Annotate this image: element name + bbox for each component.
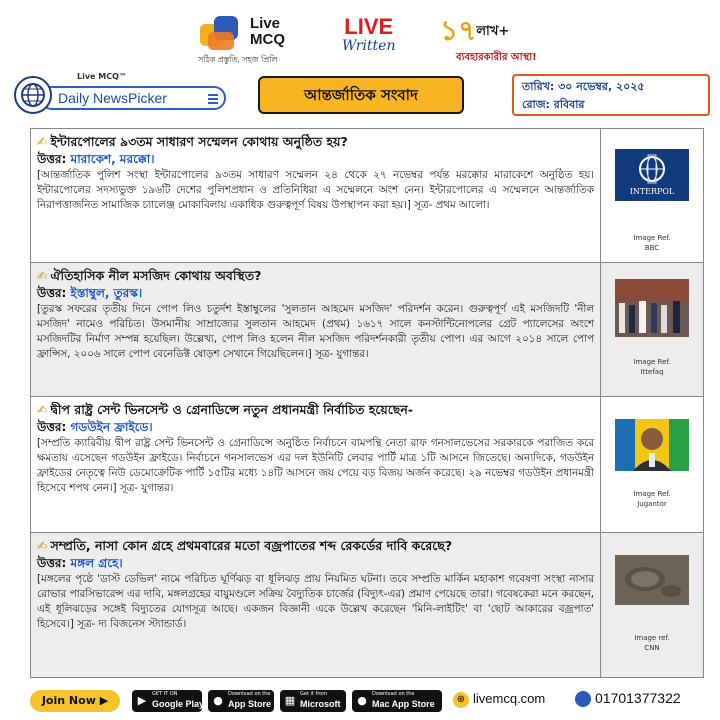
newspicker-pill — [40, 86, 226, 110]
windows-icon: ▦ — [284, 694, 296, 707]
blue-mosque-image — [615, 279, 689, 337]
apple-icon: ● — [213, 694, 223, 707]
interpol-label: INTERPOL — [629, 187, 675, 196]
phone-icon — [575, 691, 591, 707]
users-trust: ব্যবহারকারীর আস্থা! — [456, 52, 537, 63]
question-row-3 — [31, 397, 703, 533]
image-source: BBC — [644, 244, 660, 252]
brand-line2: MCQ — [250, 31, 285, 48]
question-row-4 — [31, 533, 703, 677]
answer-line: উত্তর: গডউইন ফ্রাইডে। — [37, 420, 153, 434]
users-count: ১৭ — [440, 14, 477, 47]
question-title: ✍ সম্প্রতি, নাসা কোন গ্রহে প্রথমবারের মতো বজ্রপাতের শব্দ রেকর্ডের দাবি করেছে? — [37, 538, 453, 553]
question-content — [31, 397, 601, 532]
apple-icon: ● — [357, 694, 367, 707]
image-ref-label: Image Ref. — [633, 490, 671, 498]
top-brand-bar — [0, 10, 720, 70]
image-cell — [601, 533, 703, 677]
live-written-logo — [342, 16, 395, 54]
play-icon: ▶ — [137, 694, 147, 707]
google-play-button[interactable]: ▶ GET IT ON Google Play — [132, 690, 202, 712]
answer-text: ইস্তাম্বুল, তুরস্ক। — [70, 286, 143, 300]
answer-detail: [তুরস্ক সফরের তৃতীয় দিনে পোপ লিও চতুর্দশ ইস্তাম্বুলের 'সুলতান আহমেদ মসজিদ' পরিদর্শন করেন। গুরুত্বপূর্ণ এই মসজিদটি 'নীল মসজিদ' নামেও পরিচিত। উসমানীয় সাম্রাজ্যের সুলতান আহমেদ (প্রথম) ১৬১৭ সালে কনস্টান্টিনোপলের গ্রেট প্যালেসের অংশে মসজিদটির নির্মাণ সম্পন্ন হয়েছিল। উল্লেখ্য, পোপ লিও হলেন নীল মসজিদ পরিদর্শনকারী তৃতীয় পোপ। এর আগে ২০১৪ সালে পোপ ফ্রান্সিস, ২০০৬ সালে পোপ বেনেডিক্ট ষোড়শ সেখানে গিয়েছিলেন।] সূত্র- যুগান্তর। — [37, 303, 594, 360]
brand-tagline: সঠিক প্রস্তুতি, সহজ প্রিলি — [198, 55, 278, 64]
menu-lines-icon — [208, 94, 218, 106]
image-source: Ittefaq — [640, 368, 664, 376]
image-cell — [601, 129, 703, 262]
date-line: তারিখ: ৩০ নভেম্বর, ২০২৫ — [522, 80, 645, 93]
join-now-button[interactable]: Join Now ▶ — [30, 690, 120, 712]
globe-icon: ⊕ — [453, 692, 469, 708]
image-ref-label: Image ref. — [634, 634, 670, 642]
question-content — [31, 533, 601, 677]
daily-newspicker-logo — [10, 74, 228, 114]
topic-row — [0, 70, 720, 120]
mars-image — [615, 555, 689, 605]
footer-bar — [0, 688, 720, 714]
answer-line: উত্তর: ইস্তাম্বুল, তুরস্ক। — [37, 286, 143, 300]
image-cell — [601, 397, 703, 532]
users-badge — [440, 14, 537, 63]
answer-text: মঙ্গল গ্রহে। — [70, 556, 123, 570]
questions-table — [30, 128, 704, 678]
phone-number[interactable]: 01701377322 — [575, 690, 681, 707]
live-label: LIVE — [344, 14, 394, 39]
question-title: ✍ ঐতিহাসিক নীল মসজিদ কোথায় অবস্থিত? — [37, 268, 262, 283]
day-line: রোজ: রবিবার — [522, 98, 585, 111]
date-box — [512, 74, 710, 116]
pen-icon: ✍ — [37, 538, 48, 553]
answer-line: উত্তর: মঙ্গল গ্রহে। — [37, 556, 123, 570]
answer-detail: [সম্প্রতি ক্যারিবীয় দ্বীপ রাষ্ট্র সেন্ট ভিনসেন্ট ও গ্রেনাডিন্সে অনুষ্ঠিত নির্বাচনে বামপন্থি নেতা রাফ গনসালভেসের সরকারকে পরাজিত করে ক্ষমতায় এসেছেন গডউইন ফ্রাইডে। নির্বাচনে গনসালভেস এর দল ইউনিটি লেবার পার্টি মাত্র ১টি আসনে জিতেছে। অন্যদিকে, গডউইন ফ্রাইডের নেতৃত্বে নিউ ডেমোক্রেটিক পার্টি ১৫টির মধ্যে ১৪টি আসনে জয় পেয়ে বড় বিজয় অর্জন করেছে। ২৯ নভেম্বর গডউইন প্রধানমন্ত্রী হিসেবে শপথ নেন।] সূত্র- যুগান্তর। — [37, 437, 594, 494]
newspicker-title: Daily NewsPicker — [58, 90, 167, 106]
answer-text: গডউইন ফ্রাইডে। — [70, 420, 153, 434]
question-content — [31, 263, 601, 396]
mac-app-store-button[interactable]: ● Download on the Mac App Store — [352, 690, 442, 712]
question-title: ✍ ইন্টারপোলের ৯৩তম সাধারণ সম্মেলন কোথায় অনুষ্ঠিত হয়? — [37, 134, 348, 149]
pen-icon: ✍ — [37, 134, 48, 149]
answer-line: উত্তর: মারাকেশ, মরক্কো। — [37, 152, 155, 166]
pen-icon: ✍ — [37, 268, 48, 283]
answer-text: মারাকেশ, মরক্কো। — [70, 152, 155, 166]
topic-title: আন্তর্জাতিক সংবাদ — [258, 76, 464, 114]
pen-icon: ✍ — [37, 402, 48, 417]
microsoft-store-button[interactable]: ▦ Get it from Microsoft — [280, 690, 346, 712]
app-store-button[interactable]: ● Download on the App Store — [208, 690, 274, 712]
written-label: Written — [342, 38, 396, 54]
image-ref-label: Image Ref. — [633, 358, 671, 366]
godwin-friday-image — [615, 419, 689, 471]
image-source: CNN — [644, 644, 660, 652]
users-suffix: লাখ+ — [476, 24, 510, 39]
livemcq-brand — [198, 15, 285, 64]
image-source: Jugantor — [637, 500, 667, 508]
image-ref-label: Image Ref. — [633, 234, 671, 242]
answer-detail: [আন্তর্জাতিক পুলিশ সংস্থা ইন্টারপোলের ৯৩তম সাধারণ সম্মেলন ২৪ থেকে ২৭ নভেম্বর পর্যন্ত মরক্কোর মারাকেশে অনুষ্ঠিত হয়। ইন্টারপোলের সদস্যভুক্ত ১৯৬টি দেশের পুলিশপ্রধান ও প্রতিনিধিরা এ সম্মেলনে অংশ নেন। ইন্টারপোলের এ সম্মেলনে আন্তর্জাতিক নিরাপত্তাজনিত সামাজিক চ্যালেঞ্জ মোকাবিলায় একাধিক গুরুত্বপূর্ণ বিষয় উপস্থাপন করা হয়।] সূত্র- প্রথম আলো। — [37, 169, 594, 211]
brand-line1: Live — [250, 15, 281, 32]
question-content — [31, 129, 601, 262]
question-row-1 — [31, 129, 703, 263]
globe-icon — [14, 76, 52, 114]
question-title: ✍ দ্বীপ রাষ্ট্র সেন্ট ভিনসেন্ট ও গ্রেনাডিন্সে নতুন প্রধানমন্ত্রী নির্বাচিত হয়েছেন- — [37, 402, 414, 417]
answer-detail: [মঙ্গলের পৃষ্ঠে 'ডাস্ট ডেভিল' নামে পরিচিত ঘূর্ণিঝড় বা ধূলিঝড় প্রায় নিয়মিত ঘটনা। তবে সম্প্রতি মার্কিন মহাকাশ গবেষণা সংস্থা নাসার রোভার পারসিভারেন্স এর দাবি, মঙ্গলগ্রহের বায়ুমণ্ডলে সক্রিয় বৈদ্যুতিক চার্জের (বিদ্যুৎ-এর) প্রমাণ পেয়েছে তারা। গবেষকেরা মনে করছেন, এই ধূলিঝড়ের সঙ্গেই বিদ্যুতের যোগসূত্র আছে। একজন বিজ্ঞানী একে উল্লেখ করেছেন 'মিনি-লাইটিং' বা 'ছোট আকারের বজ্রপাত' হিসেবে।] সূত্র- দ্য বিজনেস স্ট্যান্ডার্ড। — [37, 573, 594, 630]
newspicker-badge: Live MCQ™ — [74, 72, 130, 81]
website-link[interactable]: ⊕ livemcq.com — [453, 691, 545, 708]
image-cell — [601, 263, 703, 396]
question-row-2 — [31, 263, 703, 397]
